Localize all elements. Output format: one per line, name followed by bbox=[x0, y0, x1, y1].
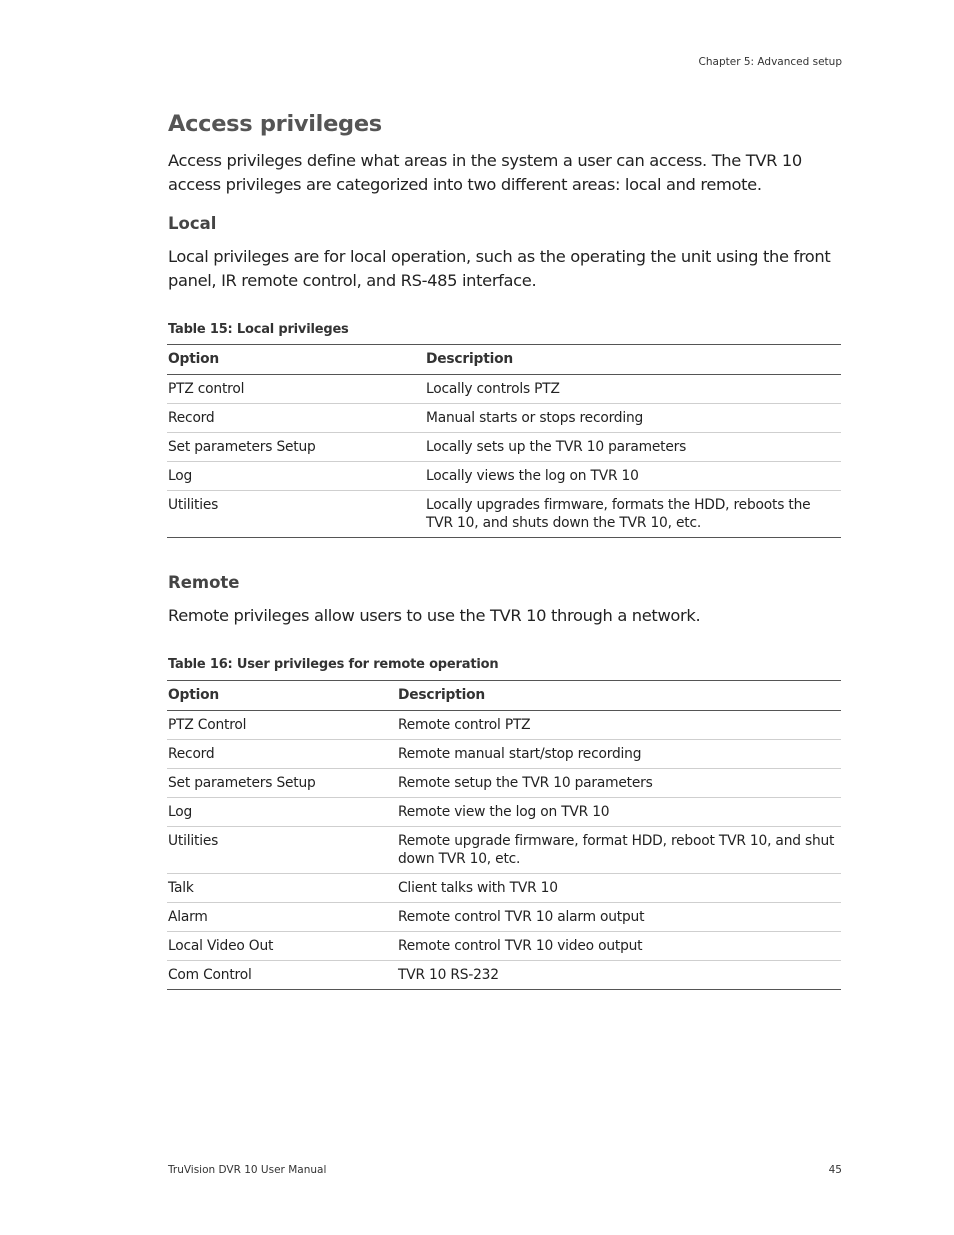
table-16-caption: Table 16: User privileges for remote operation bbox=[168, 657, 499, 672]
option-cell: Set parameters Setup bbox=[167, 433, 425, 462]
table-row bbox=[167, 404, 841, 433]
option-cell: Record bbox=[167, 740, 397, 769]
column-header-option: Option bbox=[167, 681, 397, 711]
option-cell: Utilities bbox=[167, 491, 425, 538]
description-cell: Locally views the log on TVR 10 bbox=[425, 462, 841, 491]
option-cell: Log bbox=[167, 798, 397, 827]
footer-manual-title: TruVision DVR 10 User Manual bbox=[168, 1164, 327, 1176]
description-cell: Manual starts or stops recording bbox=[425, 404, 841, 433]
table-15-caption: Table 15: Local privileges bbox=[168, 322, 349, 337]
local-heading: Local bbox=[168, 214, 217, 233]
description-cell: TVR 10 RS-232 bbox=[397, 961, 841, 990]
remote-paragraph: Remote privileges allow users to use the TVR 10 through a network. bbox=[168, 606, 701, 625]
remote-heading: Remote bbox=[168, 573, 240, 592]
table-row bbox=[167, 433, 841, 462]
intro-paragraph: Access privileges define what areas in the system a user can access. The TVR 10 access privileges are categorized into two different areas: local and remote. bbox=[168, 151, 802, 194]
local-paragraph: Local privileges are for local operation, such as the operating the unit using the front panel, IR remote control, and RS-485 interface. bbox=[168, 247, 831, 290]
description-cell: Remote control TVR 10 alarm output bbox=[397, 903, 841, 932]
page-number: 45 bbox=[828, 1164, 842, 1176]
option-cell: Talk bbox=[167, 874, 397, 903]
description-cell: Locally controls PTZ bbox=[425, 375, 841, 404]
table-row bbox=[167, 491, 841, 538]
option-cell: Set parameters Setup bbox=[167, 769, 397, 798]
table-row bbox=[167, 769, 841, 798]
table-row bbox=[167, 903, 841, 932]
column-header-description: Description bbox=[397, 681, 841, 711]
description-cell: Remote upgrade firmware, format HDD, reboot TVR 10, and shut down TVR 10, etc. bbox=[397, 827, 841, 874]
table-header-row bbox=[167, 345, 841, 375]
column-header-description: Description bbox=[425, 345, 841, 375]
table-row bbox=[167, 827, 841, 874]
description-cell: Remote view the log on TVR 10 bbox=[397, 798, 841, 827]
table-row bbox=[167, 798, 841, 827]
page-title: Access privileges bbox=[168, 111, 382, 137]
local-privileges-table bbox=[167, 344, 841, 538]
description-cell: Client talks with TVR 10 bbox=[397, 874, 841, 903]
description-cell: Remote manual start/stop recording bbox=[397, 740, 841, 769]
running-header: Chapter 5: Advanced setup bbox=[698, 56, 842, 68]
remote-privileges-table bbox=[167, 680, 841, 990]
option-cell: PTZ Control bbox=[167, 711, 397, 740]
description-cell: Remote setup the TVR 10 parameters bbox=[397, 769, 841, 798]
description-cell: Remote control PTZ bbox=[397, 711, 841, 740]
table-row bbox=[167, 711, 841, 740]
table-row bbox=[167, 375, 841, 404]
description-cell: Locally sets up the TVR 10 parameters bbox=[425, 433, 841, 462]
table-row bbox=[167, 874, 841, 903]
option-cell: Alarm bbox=[167, 903, 397, 932]
table-row bbox=[167, 961, 841, 990]
option-cell: Utilities bbox=[167, 827, 397, 874]
table-row bbox=[167, 932, 841, 961]
table-header-row bbox=[167, 681, 841, 711]
option-cell: Local Video Out bbox=[167, 932, 397, 961]
option-cell: Com Control bbox=[167, 961, 397, 990]
table-row bbox=[167, 740, 841, 769]
description-cell: Locally upgrades firmware, formats the HDD, reboots the TVR 10, and shuts down the TVR 10, etc. bbox=[425, 491, 841, 538]
option-cell: PTZ control bbox=[167, 375, 425, 404]
table-row bbox=[167, 462, 841, 491]
option-cell: Log bbox=[167, 462, 425, 491]
option-cell: Record bbox=[167, 404, 425, 433]
column-header-option: Option bbox=[167, 345, 425, 375]
description-cell: Remote control TVR 10 video output bbox=[397, 932, 841, 961]
